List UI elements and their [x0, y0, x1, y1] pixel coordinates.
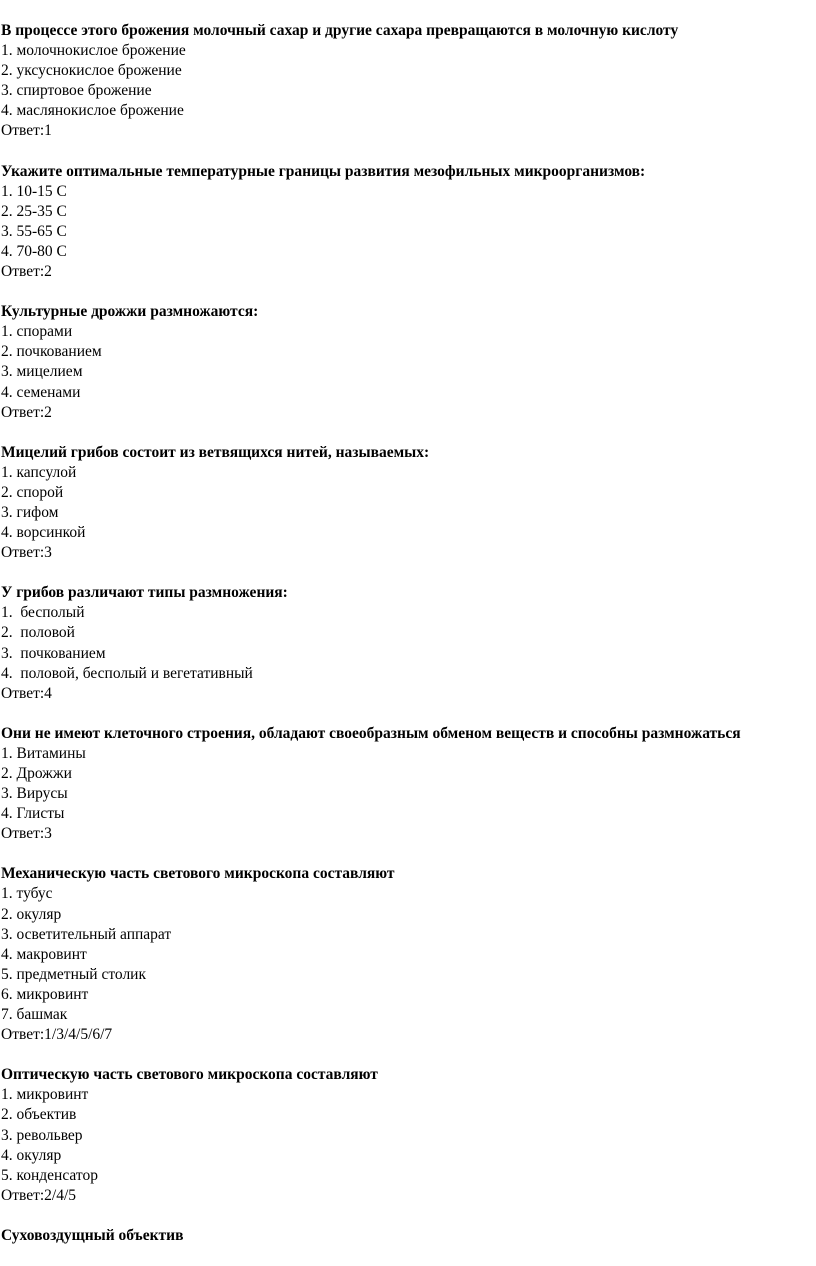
answer-option: 3. гифом	[1, 503, 59, 521]
answer-option: 1. спорами	[1, 323, 73, 341]
question-block	[1, 724, 801, 845]
answer-key: Ответ:1	[1, 122, 52, 140]
answer-key: Ответ:2/4/5	[1, 1186, 77, 1204]
answer-option: 1. Витамины	[1, 744, 86, 762]
answer-option: 2. половой	[1, 624, 75, 642]
answer-option: 4. ворсинкой	[1, 524, 86, 542]
answer-option: 1. тубус	[1, 885, 53, 903]
answer-option: 5. предметный столик	[1, 965, 147, 983]
answer-option: 6. микровинт	[1, 985, 89, 1003]
question-block	[1, 583, 801, 704]
answer-option: 1. микровинт	[1, 1086, 89, 1104]
answer-key: Ответ:2	[1, 403, 52, 421]
answer-option: 1. бесполый	[1, 604, 85, 622]
answer-key: Ответ:4	[1, 684, 52, 702]
answer-option: 3. осветительный аппарат	[1, 925, 172, 943]
answer-option: 7. башмак	[1, 1006, 68, 1024]
question-text: Оптическую часть светового микроскопа составляют	[1, 1066, 378, 1084]
answer-option: 3. револьвер	[1, 1126, 83, 1144]
answer-option: 4. маслянокислое брожение	[1, 102, 184, 120]
answer-option: 2. окуляр	[1, 905, 62, 923]
question-block	[1, 21, 801, 142]
question-text: Суховоздущный объектив	[1, 1226, 184, 1244]
answer-option: 4. 70-80 С	[1, 242, 67, 260]
answer-option: 1. молочнокислое брожение	[1, 42, 186, 60]
document-page	[1, 21, 801, 1266]
question-text: Они не имеют клеточного строения, обладают своеобразным обменом веществ и способны размножаться	[1, 724, 741, 742]
answer-option: 2. объектив	[1, 1106, 77, 1124]
question-block	[1, 302, 801, 423]
answer-option: 4. окуляр	[1, 1146, 62, 1164]
question-text: Механическую часть светового микроскопа составляют	[1, 865, 395, 883]
answer-option: 3. Вирусы	[1, 785, 68, 803]
answer-option: 4. половой, бесполый и вегетативный	[1, 664, 253, 682]
answer-option: 4. Глисты	[1, 805, 65, 823]
answer-option: 2. спорой	[1, 483, 64, 501]
answer-option: 2. Дрожжи	[1, 765, 72, 782]
answer-key: Ответ:2	[1, 263, 52, 281]
answer-option: 3. 55-65 С	[1, 222, 67, 240]
question-text: Укажите оптимальные температурные границы развития мезофильных микроорганизмов:	[1, 162, 646, 180]
question-block	[1, 1226, 801, 1246]
answer-option: 3. мицелием	[1, 363, 83, 381]
answer-key: Ответ:3	[1, 825, 52, 843]
question-block	[1, 864, 801, 1045]
answer-option: 2. почкованием	[1, 343, 102, 361]
question-block	[1, 443, 801, 564]
answer-option: 1. 10-15 С	[1, 182, 67, 200]
answer-key: Ответ:3	[1, 544, 52, 562]
answer-option: 4. макровинт	[1, 945, 87, 963]
answer-option: 3. спиртовое брожение	[1, 82, 152, 100]
answer-option: 5. конденсатор	[1, 1166, 98, 1184]
question-block	[1, 1065, 801, 1206]
answer-option: 2. уксуснокислое брожение	[1, 62, 182, 80]
answer-option: 4. семенами	[1, 383, 81, 401]
answer-option: 1. капсулой	[1, 463, 77, 481]
answer-option: 2. 25-35 С	[1, 202, 67, 220]
question-text: В процессе этого брожения молочный сахар и другие сахара превращаются в молочную кислоту	[1, 22, 679, 39]
answer-key: Ответ:1/3/4/5/6/7	[1, 1026, 113, 1044]
answer-option: 3. почкованием	[1, 644, 106, 662]
question-block	[1, 162, 801, 283]
question-text: Мицелий грибов состоит из ветвящихся нитей, называемых:	[1, 443, 430, 461]
question-text: У грибов различают типы размножения:	[1, 584, 288, 602]
question-text: Культурные дрожжи размножаются:	[1, 303, 259, 321]
